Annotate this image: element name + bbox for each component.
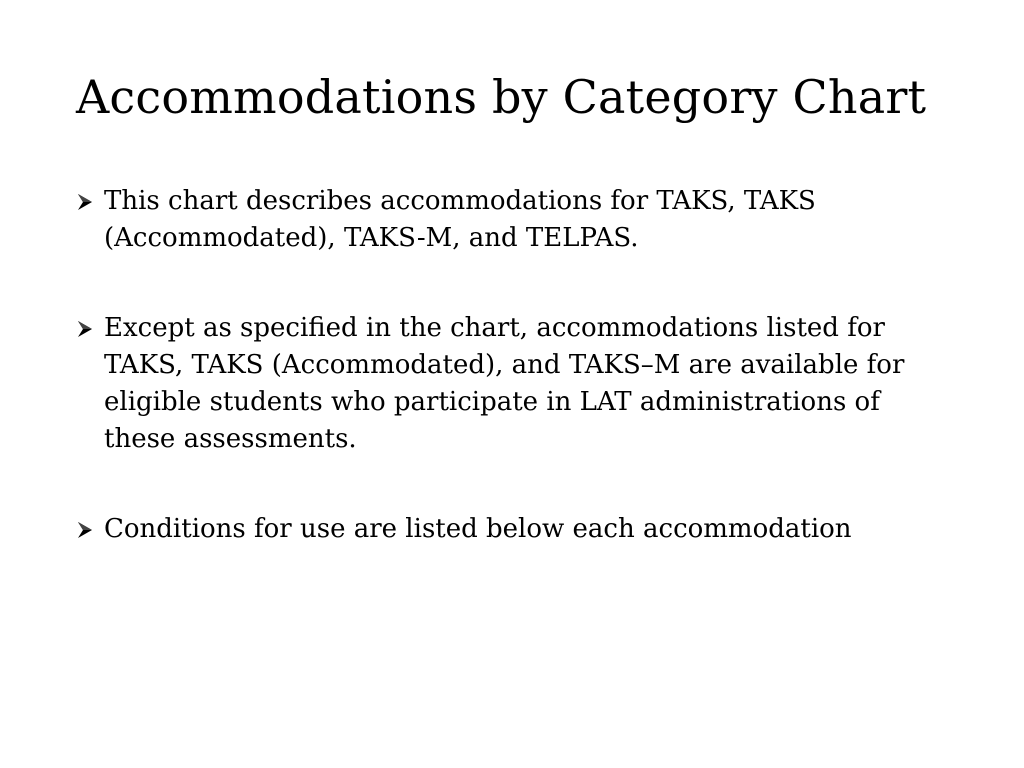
bullet-item xyxy=(76,511,956,548)
arrowhead-bullet-icon xyxy=(76,310,102,338)
slide-title: Accommodations by Category Chart xyxy=(76,70,927,124)
arrowhead-bullet-icon xyxy=(76,511,102,539)
bullet-item xyxy=(76,183,956,257)
bullet-list xyxy=(76,183,956,548)
bullet-text: Except as specified in the chart, accommodations listed for TAKS, TAKS (Accommodated), and TAKS–M are available for eligible students who participate in LAT administrations of these assessments. xyxy=(104,313,905,454)
bullet-text: Conditions for use are listed below each accommodation xyxy=(104,514,852,544)
bullet-item xyxy=(76,310,956,458)
arrowhead-bullet-icon xyxy=(76,183,102,211)
bullet-text: This chart describes accommodations for TAKS, TAKS (Accommodated), TAKS-M, and TELPAS. xyxy=(104,186,816,253)
